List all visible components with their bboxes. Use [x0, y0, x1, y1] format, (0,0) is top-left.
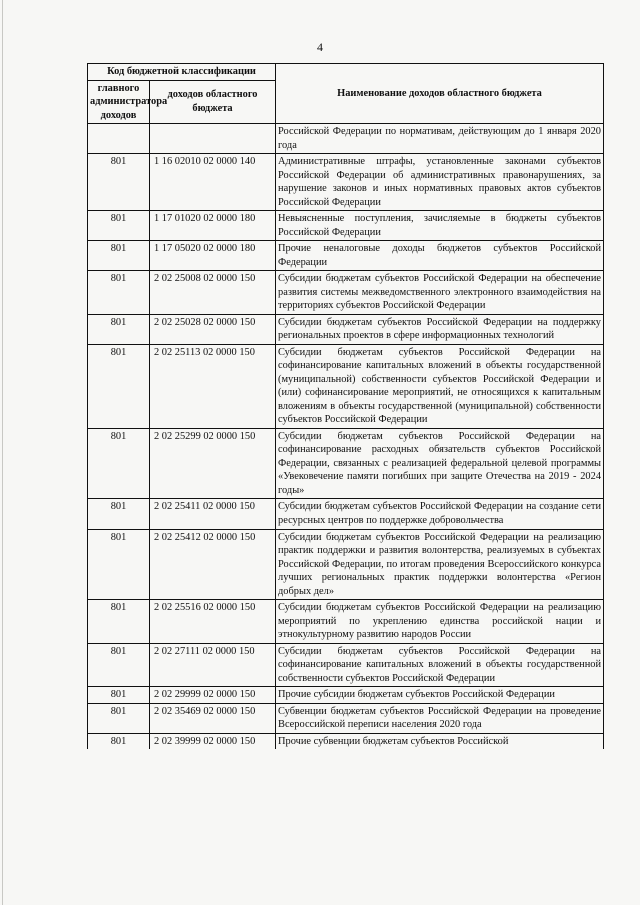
table-row — [88, 428, 604, 499]
cell-income-name: Субсидии бюджетам субъектов Российской Федерации на обеспечение развития системы межведомственного электронного взаимодействия на территориях субъектов Российской Федерации — [276, 271, 604, 315]
cell-administrator-code: 801 — [88, 314, 150, 344]
cell-income-name: Субсидии бюджетам субъектов Российской Федерации на софинансирование капитальных вложений в объекты государственной собственности субъектов Российской Федерации — [276, 643, 604, 687]
table-row — [88, 124, 604, 154]
cell-administrator-code: 801 — [88, 733, 150, 749]
cell-income-code: 2 02 25028 02 0000 150 — [150, 314, 276, 344]
cell-income-name: Субсидии бюджетам субъектов Российской Федерации на софинансирование капитальных вложений в объекты государственной (муниципальной) собственности субъектов Российской Федерации и (или) софинансирование мероприятий, не относящихся к капитальным вложениям в объекты государственной (муниципальной) собственности субъектов Российской Федерации — [276, 344, 604, 428]
table-body — [88, 124, 604, 750]
cell-income-code: 2 02 25516 02 0000 150 — [150, 600, 276, 644]
cell-income-name: Субвенции бюджетам субъектов Российской Федерации на проведение Всероссийской переписи населения 2020 года — [276, 703, 604, 733]
cell-administrator-code: 801 — [88, 154, 150, 211]
cell-income-code: 2 02 29999 02 0000 150 — [150, 687, 276, 704]
cell-income-name: Субсидии бюджетам субъектов Российской Федерации на реализацию мероприятий по укреплению единства российской нации и этнокультурному развитию народов России — [276, 600, 604, 644]
cell-income-name: Административные штрафы, установленные законами субъектов Российской Федерации об административных правонарушениях, за нарушение законов и иных нормативных правовых актов субъектов Российской Федерации — [276, 154, 604, 211]
table-row — [88, 687, 604, 704]
scan-edge-line — [2, 0, 3, 905]
header-budget-code-group: Код бюджетной классификации — [88, 64, 276, 81]
table-row — [88, 703, 604, 733]
cell-administrator-code: 801 — [88, 529, 150, 600]
table-row — [88, 314, 604, 344]
cell-administrator-code: 801 — [88, 703, 150, 733]
cell-income-code: 2 02 27111 02 0000 150 — [150, 643, 276, 687]
cell-income-code: 2 02 25412 02 0000 150 — [150, 529, 276, 600]
table-row — [88, 271, 604, 315]
cell-income-code — [150, 124, 276, 154]
table-row — [88, 600, 604, 644]
cell-income-code: 2 02 39999 02 0000 150 — [150, 733, 276, 749]
table-row — [88, 241, 604, 271]
cell-income-code: 2 02 25008 02 0000 150 — [150, 271, 276, 315]
cell-income-name: Прочие субвенции бюджетам субъектов Российской — [276, 733, 604, 749]
page-number: 4 — [317, 40, 323, 54]
table-row — [88, 211, 604, 241]
cell-administrator-code: 801 — [88, 499, 150, 529]
cell-income-name: Субсидии бюджетам субъектов Российской Федерации на поддержку региональных проектов в сфере информационных технологий — [276, 314, 604, 344]
cell-administrator-code: 801 — [88, 428, 150, 499]
header-regional-budget-income: доходов областного бюджета — [150, 80, 276, 124]
cell-administrator-code: 801 — [88, 687, 150, 704]
cell-administrator-code: 801 — [88, 241, 150, 271]
cell-administrator-code: 801 — [88, 643, 150, 687]
cell-administrator-code: 801 — [88, 211, 150, 241]
table-row — [88, 643, 604, 687]
cell-income-code: 2 02 35469 02 0000 150 — [150, 703, 276, 733]
cell-income-name: Субсидии бюджетам субъектов Российской Федерации на реализацию практик поддержки и развития волонтерства, реализуемых в субъектах Российской Федерации, по итогам проведения Всероссийского конкурса лучших региональных практик поддержки волонтерства «Регион добрых дел» — [276, 529, 604, 600]
table-row — [88, 344, 604, 428]
table-row — [88, 154, 604, 211]
cell-income-name: Невыясненные поступления, зачисляемые в бюджеты субъектов Российской Федерации — [276, 211, 604, 241]
cell-income-name: Субсидии бюджетам субъектов Российской Федерации на софинансирование расходных обязательств субъектов Российской Федерации, связанных с реализацией федеральной целевой программы «Увековечение памяти погибших при защите Отечества на 2019 - 2024 годы» — [276, 428, 604, 499]
cell-income-code: 2 02 25113 02 0000 150 — [150, 344, 276, 428]
cell-income-name: Российской Федерации по нормативам, действующим до 1 января 2020 года — [276, 124, 604, 154]
cell-income-name: Прочие субсидии бюджетам субъектов Российской Федерации — [276, 687, 604, 704]
budget-classification-table — [87, 63, 604, 749]
header-main-administrator: главного администратора доходов — [88, 80, 150, 124]
cell-administrator-code: 801 — [88, 600, 150, 644]
table-row — [88, 733, 604, 749]
cell-income-name: Прочие неналоговые доходы бюджетов субъектов Российской Федерации — [276, 241, 604, 271]
cell-administrator-code: 801 — [88, 271, 150, 315]
cell-income-name: Субсидии бюджетам субъектов Российской Федерации на создание сети ресурсных центров по поддержке добровольчества — [276, 499, 604, 529]
table-row — [88, 499, 604, 529]
cell-administrator-code: 801 — [88, 344, 150, 428]
header-income-name: Наименование доходов областного бюджета — [276, 64, 604, 124]
cell-income-code: 2 02 25411 02 0000 150 — [150, 499, 276, 529]
cell-income-code: 1 17 05020 02 0000 180 — [150, 241, 276, 271]
cell-income-code: 1 17 01020 02 0000 180 — [150, 211, 276, 241]
cell-income-code: 1 16 02010 02 0000 140 — [150, 154, 276, 211]
cell-income-code: 2 02 25299 02 0000 150 — [150, 428, 276, 499]
cell-administrator-code — [88, 124, 150, 154]
table-row — [88, 529, 604, 600]
